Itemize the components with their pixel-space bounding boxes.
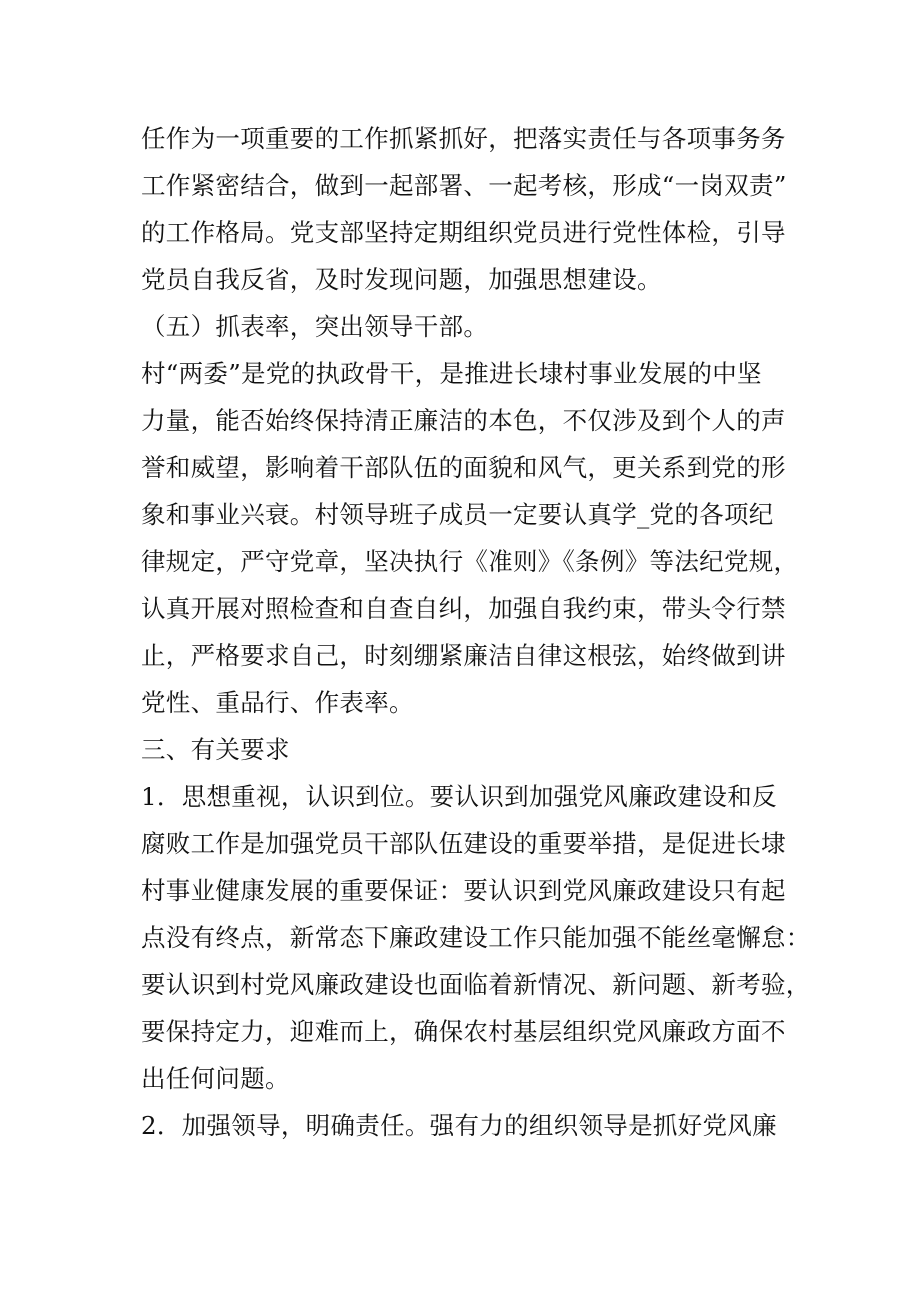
body-line: 1．思想重视，认识到位。要认识到加强党风廉政建设和反 — [141, 782, 777, 811]
body-line: 任作为一项重要的工作抓紧抓好，把落实责任与各项事务务 — [141, 124, 786, 153]
section-heading-5: （五）抓表率，突出领导干部。 — [141, 312, 489, 341]
body-line: 2．加强领导，明确责任。强有力的组织领导是抓好党风廉 — [141, 1111, 777, 1140]
body-line: 出任何问题。 — [141, 1064, 290, 1093]
body-line: 要保持定力，迎难而上，确保农村基层组织党风廉政方面不 — [141, 1017, 786, 1046]
body-line: 党性、重品行、作表率。 — [141, 688, 414, 717]
body-line: 誉和威望，影响着干部队伍的面貌和风气，更关系到党的形 — [141, 453, 786, 482]
body-line: 村“两委”是党的执政骨干，是推进长埭村事业发展的中坚 — [141, 359, 762, 388]
body-line: 村事业健康发展的重要保证：要认识到党风廉政建设只有起 — [141, 876, 786, 905]
body-line: 腐败工作是加强党员干部队伍建设的重要举措，是促进长埭 — [141, 829, 786, 858]
body-line: 止，严格要求自己，时刻绷紧廉洁自律这根弦，始终做到讲 — [141, 641, 786, 670]
body-line: 点没有终点，新常态下廉政建设工作只能加强不能丝毫懈怠： — [141, 923, 811, 952]
body-line: 认真开展对照检查和自查自纠，加强自我约束，带头令行禁 — [141, 594, 786, 623]
body-line: 党员自我反省，及时发现问题，加强思想建设。 — [141, 265, 662, 294]
body-line: 要认识到村党风廉政建设也面临着新情况、新问题、新考验， — [141, 970, 811, 999]
section-heading-3: 三、有关要求 — [141, 735, 290, 764]
body-line: 律规定，严守党章，坚决执行《准则》《条例》等法纪党规， — [141, 547, 799, 576]
body-line: 力量，能否始终保持清正廉洁的本色，不仅涉及到个人的声 — [141, 406, 786, 435]
body-line: 的工作格局。党支部坚持定期组织党员进行党性体检，引导 — [141, 218, 786, 247]
body-line: 工作紧密结合，做到一起部署、一起考核，形成“一岗双责” — [141, 171, 787, 200]
document-body — [141, 115, 811, 1149]
body-line: 象和事业兴衰。村领导班子成员一定要认真学_党的各项纪 — [141, 500, 774, 529]
